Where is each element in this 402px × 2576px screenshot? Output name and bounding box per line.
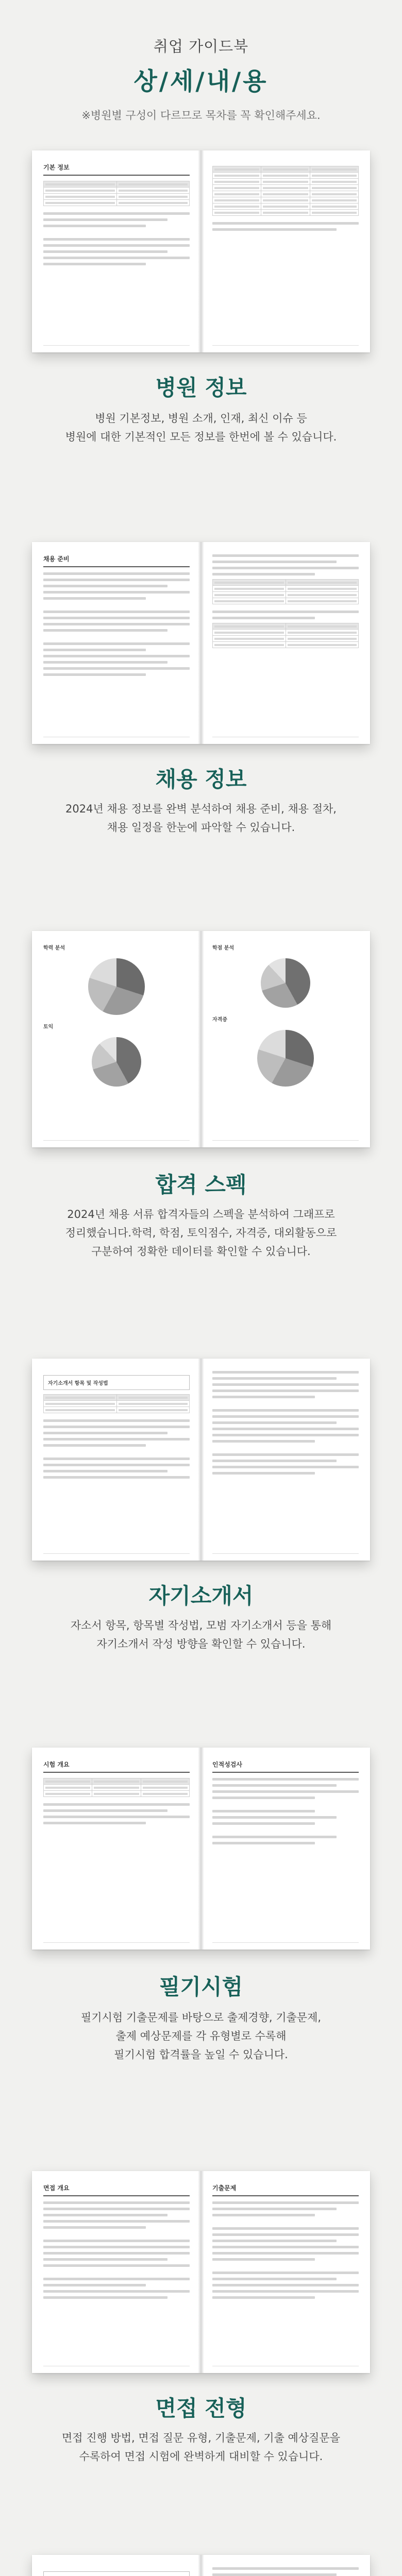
page-heading: 학력 분석 — [43, 945, 65, 951]
section-description: 병원 기본정보, 병원 소개, 인재, 최신 이슈 등 병원에 대한 기본적인 모든 정보를 한번에 볼 수 있습니다. — [65, 412, 337, 443]
section-cover-letter — [0, 1359, 402, 1748]
page-heading: 학점 분석 — [212, 945, 234, 951]
book-spread — [32, 1359, 370, 1561]
book-spread — [32, 2171, 370, 2373]
section-description: 필기시험 기출문제를 바탕으로 출제경향, 기출문제, 출제 예상문제를 각 유형별로 수록해 필기시험 합격률을 높일 수 있습니다. — [80, 2011, 322, 2061]
header-kicker: 취업 가이드북 — [153, 38, 249, 55]
page-subheading: 자격증 — [212, 1017, 227, 1023]
page-heading: 시험 개요 — [43, 1760, 190, 1773]
section-description: 2024년 채용 정보를 완벽 분석하여 채용 준비, 채용 절차, 채용 일정을 한눈에 파악할 수 있습니다. — [65, 803, 337, 834]
section-title: 합격 스펙 — [155, 1172, 247, 1197]
section-final-review — [0, 2555, 402, 2576]
page-heading: 면접 개요 — [43, 2183, 190, 2196]
page-heading: 인적성검사 — [212, 1760, 359, 1773]
book-spread — [32, 542, 370, 744]
section-title: 자기소개서 — [148, 1583, 254, 1608]
section-hospital-info — [0, 150, 402, 542]
page-heading: 자기소개서 항목 및 작성법 — [48, 1381, 108, 1386]
page-heading: 채용 준비 — [43, 554, 190, 567]
pie-chart-figure — [88, 958, 145, 1015]
section-title: 면접 전형 — [155, 2396, 247, 2421]
section-title: 병원 정보 — [155, 375, 247, 400]
pie-chart-figure — [92, 1037, 141, 1087]
section-description: 면접 진행 방법, 면접 질문 유형, 기출문제, 기출 예상질문을 수록하여 면접 시험에 완벽하게 대비할 수 있습니다. — [61, 2432, 340, 2463]
page-heading: 기본 정보 — [43, 163, 190, 176]
book-spread — [32, 150, 370, 352]
book-spread — [32, 1748, 370, 1950]
section-description: 자소서 항목, 항목별 작성법, 모범 자기소개서 등을 통해 자기소개서 작성 방향을 확인할 수 있습니다. — [70, 1619, 332, 1650]
pie-chart-figure — [261, 958, 310, 1008]
section-recruit-info — [0, 542, 402, 931]
page-subheading: 토익 — [43, 1024, 54, 1030]
section-written-exam — [0, 1748, 402, 2171]
section-interview — [0, 2171, 402, 2555]
pie-chart-figure — [257, 1030, 314, 1087]
header-title: 상/세/내/용 — [133, 67, 269, 96]
section-title: 필기시험 — [159, 1974, 243, 1999]
book-spread — [32, 931, 370, 1147]
book-spread — [32, 2555, 370, 2576]
header-note: ※병원별 구성이 다르므로 목차를 꼭 확인해주세요. — [81, 109, 321, 122]
section-pass-spec — [0, 931, 402, 1359]
page-header — [0, 0, 402, 150]
section-description: 2024년 채용 서류 합격자들의 스펙을 분석하여 그래프로 정리했습니다.학력, 학점, 토익점수, 자격증, 대외활동으로 구분하여 정확한 데이터를 확인할 수 있습니다. — [65, 1208, 337, 1258]
section-title: 채용 정보 — [155, 767, 247, 792]
page-heading: 기출문제 — [212, 2183, 359, 2196]
